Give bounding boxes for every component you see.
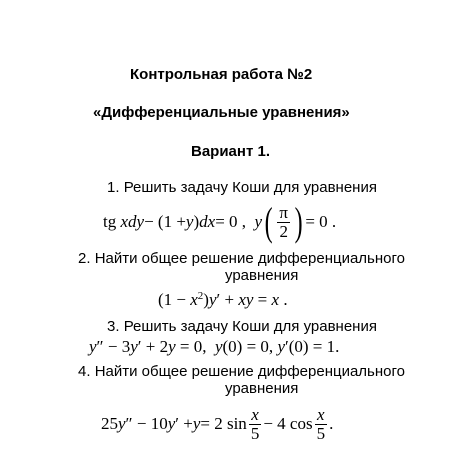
task-1-label: Решить задачу Коши для уравнения bbox=[123, 179, 377, 196]
variant-label: Вариант 1. bbox=[191, 143, 270, 160]
task-3-number: 3. bbox=[107, 318, 120, 335]
task-4-text bbox=[78, 363, 405, 380]
task-2-number: 2. bbox=[78, 250, 91, 267]
task-3-equation: y″ − 3y′ + 2y = 0, y(0) = 0, y′(0) = 1. bbox=[89, 337, 340, 356]
task-2-label-line1: Найти общее решение дифференциального bbox=[94, 250, 405, 267]
pi-over-2-fraction: $\frac{\pi}{2}$ bbox=[279, 202, 288, 241]
task-2-equation: $(1 - x^2)y'$ + xy = x . bbox=[158, 290, 288, 309]
task-1-number: 1. bbox=[107, 179, 120, 196]
x-over-5-fraction-cos: $\frac{x}{5}$ bbox=[316, 404, 326, 443]
x-over-5-fraction-sin: $\frac{x}{5}$ bbox=[250, 404, 260, 443]
task-1-equation: tg xdy − (1 + y ) dx = 0 , y ( $\frac{\pi}{2}$ ) = 0 . bbox=[103, 199, 337, 244]
task-4-equation: 25 y ″ − 10 y ′ + y = 2 sin $\frac{x}{5}$ − 4 cos $\frac{x}{5}$ . bbox=[101, 404, 334, 443]
task-4-label-line1: Найти общее решение дифференциального bbox=[94, 363, 405, 380]
document-title: Контрольная работа №2 bbox=[130, 66, 313, 83]
task-1-text bbox=[107, 179, 377, 196]
task-2-label-line2: уравнения bbox=[225, 267, 299, 284]
task-3-label: Решить задачу Коши для уравнения bbox=[123, 318, 377, 335]
task-3-text bbox=[107, 318, 377, 335]
task-4-label-line2: уравнения bbox=[225, 380, 299, 397]
document-subtitle: «Дифференциальные уравнения» bbox=[93, 104, 350, 121]
task-4-number: 4. bbox=[78, 363, 91, 380]
task-2-text bbox=[78, 250, 405, 267]
